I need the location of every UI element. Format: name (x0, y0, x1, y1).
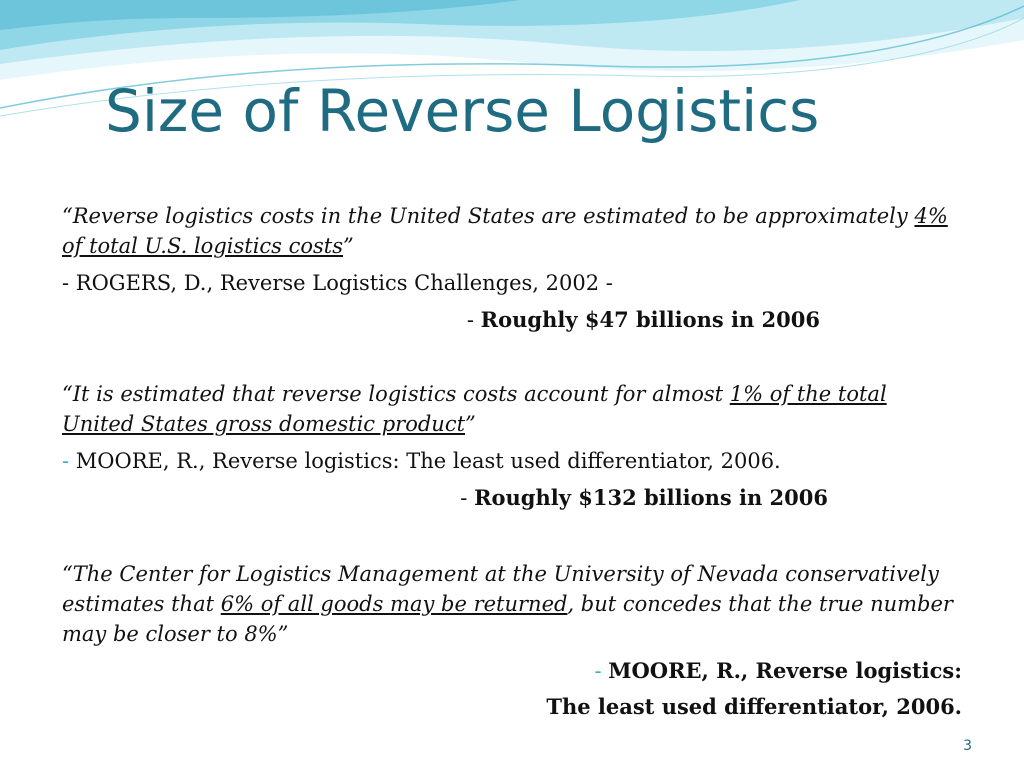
quote-3-line-3: may be closer to 8%” (62, 622, 289, 646)
attribution-2-text: MOORE, R., Reverse logistics: The least used differentiator, 2006. (75, 449, 781, 473)
quote-3-text: estimates that (62, 592, 221, 616)
quote-2-close: ” (465, 412, 476, 436)
quote-3-line-2 (62, 589, 962, 619)
quote-2-text: “It is estimated that reverse logistics costs account for almost (62, 382, 730, 406)
slide-content (62, 201, 962, 722)
quote-1-underlined: 4% (914, 204, 948, 228)
slide-title: Size of Reverse Logistics (105, 77, 820, 145)
result-2-dash: - (460, 486, 475, 510)
result-1-dash: - (466, 308, 481, 332)
quote-1-line-2 (62, 231, 962, 261)
result-1-text: Roughly $47 billions in 2006 (480, 307, 820, 332)
quote-2-line-2 (62, 409, 962, 439)
quote-3-text-cont: , but concedes that the true number (567, 592, 953, 616)
attribution-3-line-2: The least used differentiator, 2006. (546, 694, 962, 719)
quote-1-close: ” (343, 234, 354, 258)
attribution-2 (62, 446, 962, 476)
result-1 (62, 305, 962, 335)
result-2-text: Roughly $132 billions in 2006 (474, 485, 828, 510)
quote-1-text: “Reverse logistics costs in the United States are estimated to be approximately (62, 204, 915, 228)
quote-1-line-1 (62, 201, 962, 231)
result-2 (62, 483, 962, 513)
quote-2-line-1 (62, 379, 962, 409)
quote-3-line-1: “The Center for Logistics Management at the University of Nevada conservatively (62, 562, 939, 586)
page-number: 3 (963, 738, 972, 754)
attribution-3-text: MOORE, R., Reverse logistics: (608, 658, 962, 683)
quote-3-underlined: 6% of all goods may be returned (220, 592, 568, 616)
spacer (62, 513, 962, 559)
quote-2-underlined-cont: United States gross domestic product (62, 412, 466, 436)
quote-2-underlined: 1% of the total (729, 382, 887, 406)
spacer (62, 335, 962, 379)
attribution-3-line-1 (62, 656, 962, 686)
quote-1-underlined-cont: of total U.S. logistics costs (62, 234, 344, 258)
attribution-3-dash: - (594, 659, 609, 683)
attribution-1: - ROGERS, D., Reverse Logistics Challenges, 2002 - (62, 271, 613, 295)
attribution-2-dash: - (62, 449, 76, 473)
